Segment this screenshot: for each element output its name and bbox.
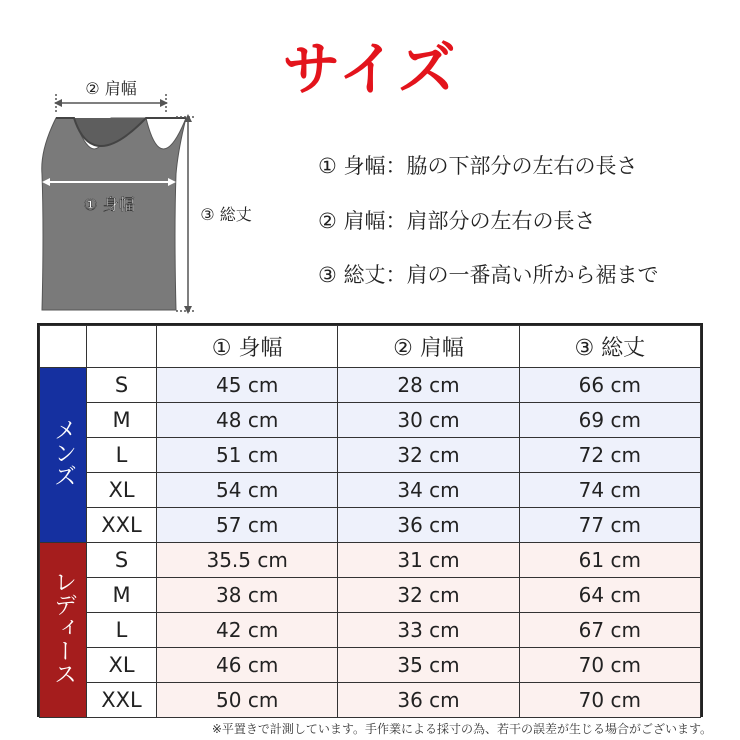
tank-top-diagram xyxy=(36,70,276,320)
group-label-ladies: レディース xyxy=(40,543,87,718)
header-empty-size xyxy=(87,326,157,368)
value-cell: 54 cm xyxy=(157,473,338,508)
table-row xyxy=(40,648,701,683)
value-cell: 61 cm xyxy=(519,543,700,578)
shoulder-label: ② 肩幅 xyxy=(85,79,137,98)
value-cell: 70 cm xyxy=(519,648,700,683)
value-cell: 48 cm xyxy=(157,403,338,438)
table-row xyxy=(40,473,701,508)
description-chest: ① 身幅：脇の下部分の左右の長さ xyxy=(318,154,638,178)
value-cell: 70 cm xyxy=(519,683,700,718)
group-label-mens: メンズ xyxy=(40,368,87,543)
size-cell: M xyxy=(87,403,157,438)
header-shoulder: ② 肩幅 xyxy=(338,326,519,368)
size-cell: XL xyxy=(87,648,157,683)
table-row xyxy=(40,368,701,403)
table-row xyxy=(40,438,701,473)
value-cell: 28 cm xyxy=(338,368,519,403)
size-table xyxy=(37,323,703,717)
value-cell: 33 cm xyxy=(338,613,519,648)
size-cell: L xyxy=(87,613,157,648)
size-cell: S xyxy=(87,543,157,578)
table-row xyxy=(40,613,701,648)
value-cell: 50 cm xyxy=(157,683,338,718)
value-cell: 66 cm xyxy=(519,368,700,403)
value-cell: 32 cm xyxy=(338,578,519,613)
measurement-note: ※平置きで計測しています。手作業による採寸の為、若干の誤差が生じる場合がございます。 xyxy=(211,722,712,736)
value-cell: 51 cm xyxy=(157,438,338,473)
table-header-row xyxy=(40,326,701,368)
size-cell: XXL xyxy=(87,508,157,543)
table-row xyxy=(40,578,701,613)
header-empty-group xyxy=(40,326,87,368)
value-cell: 72 cm xyxy=(519,438,700,473)
header-length: ③ 総丈 xyxy=(519,326,700,368)
value-cell: 77 cm xyxy=(519,508,700,543)
value-cell: 64 cm xyxy=(519,578,700,613)
value-cell: 57 cm xyxy=(157,508,338,543)
value-cell: 36 cm xyxy=(338,508,519,543)
value-cell: 45 cm xyxy=(157,368,338,403)
tank-top-shape xyxy=(42,118,186,310)
value-cell: 38 cm xyxy=(157,578,338,613)
size-cell: S xyxy=(87,368,157,403)
value-cell: 34 cm xyxy=(338,473,519,508)
description-length: ③ 総丈：肩の一番高い所から裾まで xyxy=(318,263,659,287)
size-cell: M xyxy=(87,578,157,613)
value-cell: 36 cm xyxy=(338,683,519,718)
value-cell: 67 cm xyxy=(519,613,700,648)
value-cell: 42 cm xyxy=(157,613,338,648)
table-row xyxy=(40,403,701,438)
header-chest: ① 身幅 xyxy=(157,326,338,368)
table-row xyxy=(40,508,701,543)
value-cell: 69 cm xyxy=(519,403,700,438)
size-cell: XL xyxy=(87,473,157,508)
value-cell: 35.5 cm xyxy=(157,543,338,578)
value-cell: 30 cm xyxy=(338,403,519,438)
table-row xyxy=(40,543,701,578)
value-cell: 35 cm xyxy=(338,648,519,683)
length-label: ③ 総丈 xyxy=(200,205,252,224)
size-cell: L xyxy=(87,438,157,473)
page-title: サイズ xyxy=(282,35,458,103)
value-cell: 32 cm xyxy=(338,438,519,473)
table-row xyxy=(40,683,701,718)
value-cell: 74 cm xyxy=(519,473,700,508)
value-cell: 46 cm xyxy=(157,648,338,683)
description-shoulder: ② 肩幅：肩部分の左右の長さ xyxy=(318,209,596,233)
value-cell: 31 cm xyxy=(338,543,519,578)
size-cell: XXL xyxy=(87,683,157,718)
chest-label: ① 身幅 xyxy=(83,195,135,214)
